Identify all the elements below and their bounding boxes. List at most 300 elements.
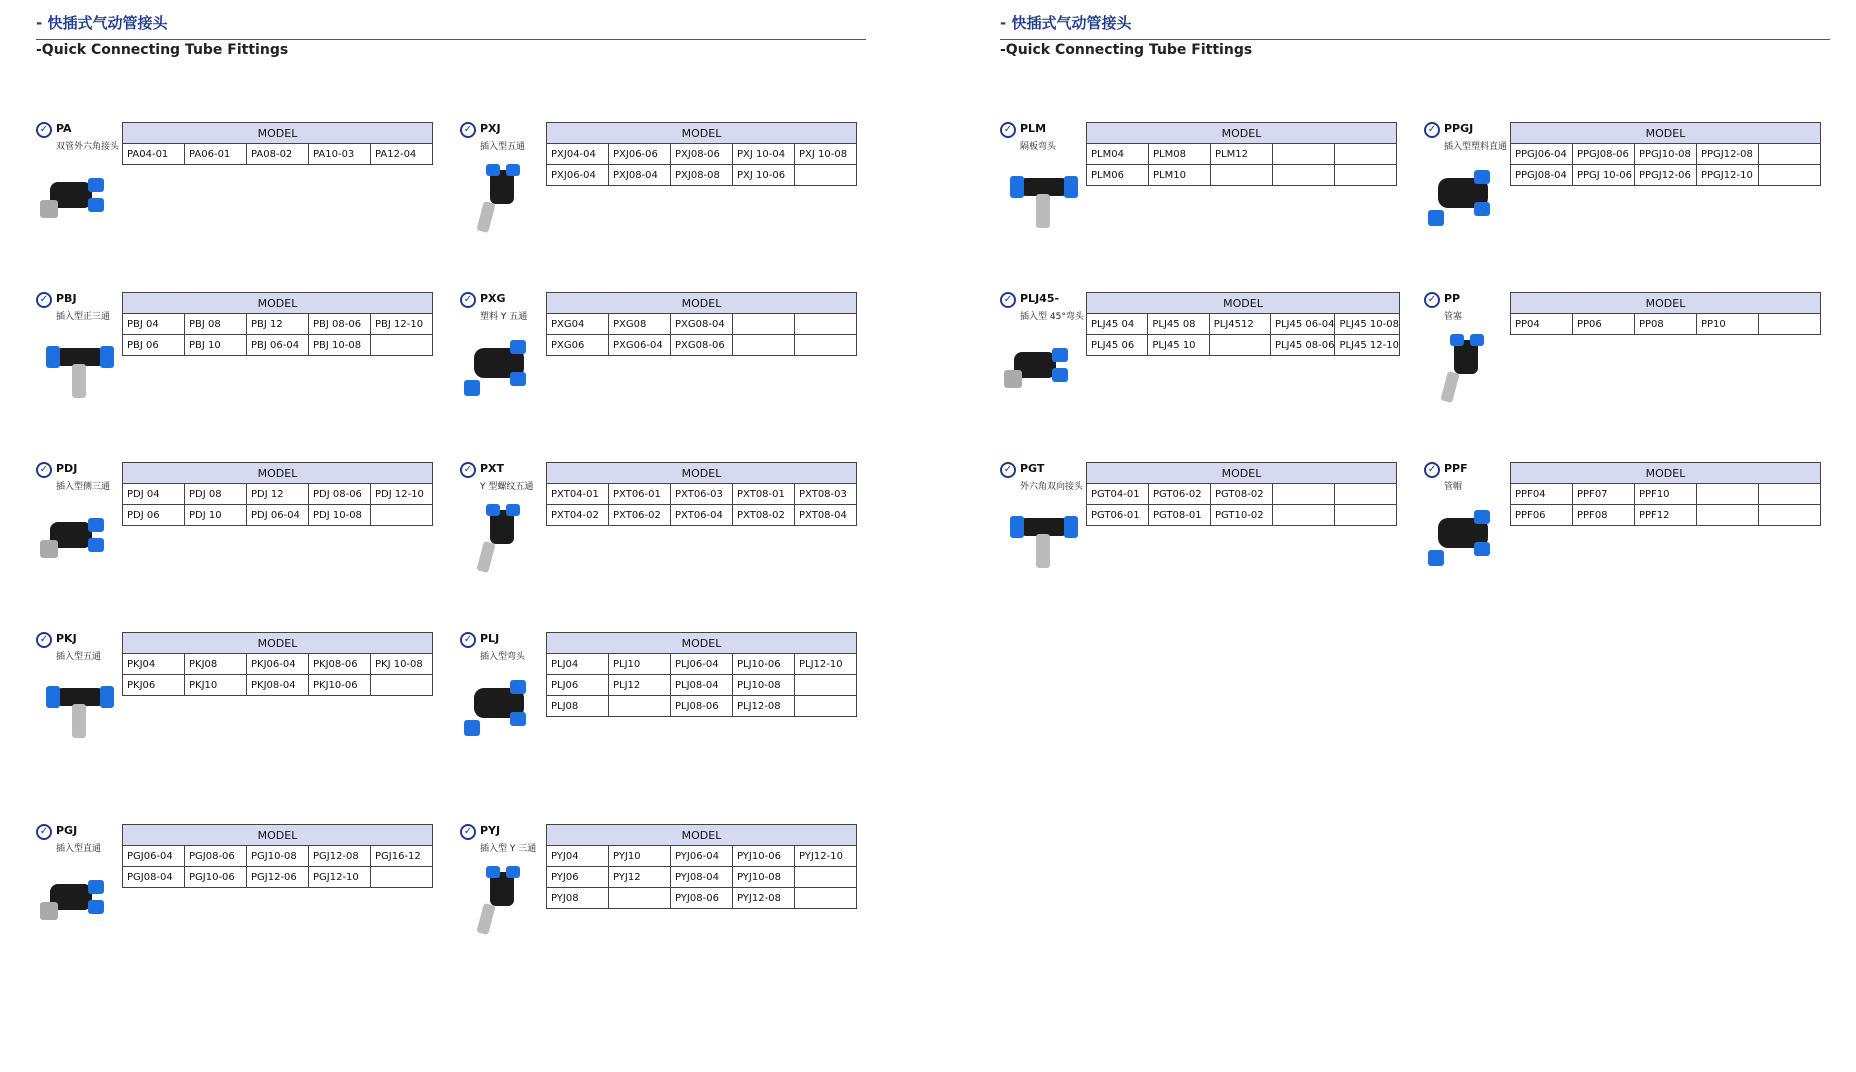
model-cell: PXT08-01 <box>733 484 795 505</box>
model-cell: PLJ06-04 <box>671 654 733 675</box>
model-header: MODEL <box>1087 293 1400 314</box>
model-cell: PKJ10-06 <box>309 675 371 696</box>
model-cell <box>795 675 857 696</box>
model-cell: PBJ 10 <box>185 335 247 356</box>
model-header: MODEL <box>1087 123 1397 144</box>
table-row <box>547 165 857 186</box>
table-row <box>1511 165 1821 186</box>
check-circle-icon: ✓ <box>36 292 52 308</box>
model-cell <box>1759 314 1821 335</box>
model-header: MODEL <box>1511 463 1821 484</box>
model-cell <box>795 165 857 186</box>
model-cell: PXJ 10-04 <box>733 144 795 165</box>
model-table <box>1510 292 1821 335</box>
model-cell: PLJ45 08-06 <box>1270 335 1335 356</box>
model-cell: PBJ 12-10 <box>371 314 433 335</box>
product-name: 插入型直通 <box>56 844 102 854</box>
model-cell: PGT08-01 <box>1149 505 1211 526</box>
product-name: 外六角双向接头 <box>1020 482 1084 492</box>
model-cell: PBJ 06-04 <box>247 335 309 356</box>
model-cell <box>609 888 671 909</box>
table-row <box>1511 484 1821 505</box>
model-cell <box>795 335 857 356</box>
model-cell: PLJ12-10 <box>795 654 857 675</box>
product-block-plj <box>460 632 860 772</box>
section-title: - 快插式气动管接头 <box>36 14 168 32</box>
table-row <box>123 144 433 165</box>
model-cell: PGJ12-08 <box>309 846 371 867</box>
model-header: MODEL <box>123 825 433 846</box>
model-cell: PDJ 12-10 <box>371 484 433 505</box>
model-header: MODEL <box>547 293 857 314</box>
model-cell: PLJ12-08 <box>733 696 795 717</box>
model-cell <box>795 314 857 335</box>
model-cell: PPGJ08-06 <box>1573 144 1635 165</box>
product-name: 插入型塑料直通 <box>1444 142 1508 152</box>
model-cell: PLJ45 06-04 <box>1270 314 1335 335</box>
table-row <box>1087 484 1397 505</box>
product-name: 插入型五通 <box>480 142 526 152</box>
model-cell: PLJ45 12-10 <box>1335 335 1400 356</box>
model-cell: PYJ04 <box>547 846 609 867</box>
model-cell: PLJ45 04 <box>1087 314 1148 335</box>
product-code: PXG <box>480 292 506 305</box>
model-cell: PXJ06-06 <box>609 144 671 165</box>
product-block-plj45 <box>1000 292 1400 432</box>
model-cell <box>1335 484 1397 505</box>
model-cell: PXT06-01 <box>609 484 671 505</box>
model-table <box>122 292 433 356</box>
model-cell: PXT06-03 <box>671 484 733 505</box>
table-row <box>123 675 433 696</box>
model-cell: PGJ12-10 <box>309 867 371 888</box>
table-row <box>1087 335 1400 356</box>
product-block-ppf <box>1424 462 1824 602</box>
model-table <box>546 824 857 909</box>
product-block-ppgj <box>1424 122 1824 262</box>
product-block-pbj <box>36 292 436 432</box>
model-cell: PLJ45 06 <box>1087 335 1148 356</box>
table-row <box>547 675 857 696</box>
model-table <box>122 632 433 696</box>
table-row <box>123 846 433 867</box>
model-cell <box>1273 484 1335 505</box>
model-cell: PLJ06 <box>547 675 609 696</box>
model-cell: PLM10 <box>1149 165 1211 186</box>
model-cell: PLJ04 <box>547 654 609 675</box>
fitting-image <box>460 500 540 580</box>
check-circle-icon: ✓ <box>460 824 476 840</box>
model-cell: PXT08-04 <box>795 505 857 526</box>
model-cell <box>1759 505 1821 526</box>
model-cell: PLM08 <box>1149 144 1211 165</box>
product-name: 插入型弯头 <box>480 652 526 662</box>
model-cell: PA10-03 <box>309 144 371 165</box>
model-header: MODEL <box>547 825 857 846</box>
product-block-pkj <box>36 632 436 772</box>
model-cell: PLM06 <box>1087 165 1149 186</box>
table-row <box>547 484 857 505</box>
model-cell: PBJ 08-06 <box>309 314 371 335</box>
model-cell <box>609 696 671 717</box>
table-row <box>547 314 857 335</box>
table-row <box>547 846 857 867</box>
check-circle-icon: ✓ <box>1424 462 1440 478</box>
product-code: PPGJ <box>1444 122 1474 135</box>
check-circle-icon: ✓ <box>36 462 52 478</box>
model-cell <box>371 867 433 888</box>
model-table <box>546 292 857 356</box>
model-cell: PLM04 <box>1087 144 1149 165</box>
model-cell: PA06-01 <box>185 144 247 165</box>
product-code: PLJ <box>480 632 500 645</box>
fitting-image <box>1424 160 1504 240</box>
product-code: PXJ <box>480 122 501 135</box>
model-header: MODEL <box>1511 293 1821 314</box>
check-circle-icon: ✓ <box>36 122 52 138</box>
model-cell: PKJ06 <box>123 675 185 696</box>
product-name: 插入型侧三通 <box>56 482 111 492</box>
model-header: MODEL <box>123 293 433 314</box>
model-header: MODEL <box>1511 123 1821 144</box>
product-block-pdj <box>36 462 436 602</box>
check-circle-icon: ✓ <box>1424 292 1440 308</box>
model-cell: PYJ12-08 <box>733 888 795 909</box>
model-cell: PYJ10 <box>609 846 671 867</box>
model-cell <box>1273 144 1335 165</box>
table-row <box>547 335 857 356</box>
model-cell: PXT04-02 <box>547 505 609 526</box>
model-cell: PKJ04 <box>123 654 185 675</box>
table-row <box>547 654 857 675</box>
model-cell <box>1335 505 1397 526</box>
check-circle-icon: ✓ <box>1000 462 1016 478</box>
model-cell: PPGJ12-10 <box>1697 165 1759 186</box>
product-code: PXT <box>480 462 505 475</box>
model-cell <box>1335 165 1397 186</box>
model-cell: PPF08 <box>1573 505 1635 526</box>
model-header: MODEL <box>547 123 857 144</box>
product-block-pa <box>36 122 436 262</box>
product-block-pxt <box>460 462 860 602</box>
product-name: 插入型五通 <box>56 652 102 662</box>
fitting-image <box>36 862 116 942</box>
model-cell: PGT04-01 <box>1087 484 1149 505</box>
model-cell: PXJ08-06 <box>671 144 733 165</box>
model-cell <box>1335 144 1397 165</box>
model-cell: PYJ12 <box>609 867 671 888</box>
product-code: PGT <box>1020 462 1045 475</box>
product-code: PLJ45- <box>1020 292 1060 305</box>
model-cell: PYJ08 <box>547 888 609 909</box>
header-divider <box>36 39 866 40</box>
fitting-image <box>1000 330 1080 410</box>
model-cell: PLJ12 <box>609 675 671 696</box>
fitting-image <box>460 862 540 942</box>
fitting-image <box>460 670 540 750</box>
product-name: 插入型 45°弯头 <box>1020 312 1084 322</box>
table-row <box>1087 165 1397 186</box>
section-subtitle: -Quick Connecting Tube Fittings <box>36 42 289 58</box>
header-divider <box>1000 39 1830 40</box>
model-cell: PGJ06-04 <box>123 846 185 867</box>
fitting-image <box>1424 330 1504 410</box>
model-table <box>1086 292 1400 356</box>
model-cell <box>1273 505 1335 526</box>
model-cell: PLJ08 <box>547 696 609 717</box>
model-cell: PPGJ10-08 <box>1635 144 1697 165</box>
product-block-pxg <box>460 292 860 432</box>
product-block-pp <box>1424 292 1824 432</box>
model-cell: PXG04 <box>547 314 609 335</box>
model-table <box>546 632 857 717</box>
check-circle-icon: ✓ <box>36 824 52 840</box>
product-code: PKJ <box>56 632 77 645</box>
model-header: MODEL <box>123 123 433 144</box>
product-code: PDJ <box>56 462 78 475</box>
check-circle-icon: ✓ <box>36 632 52 648</box>
model-cell: PLJ10 <box>609 654 671 675</box>
table-row <box>123 654 433 675</box>
model-cell: PGT06-01 <box>1087 505 1149 526</box>
fitting-image <box>36 670 116 750</box>
model-cell: PXG06 <box>547 335 609 356</box>
model-cell: PBJ 12 <box>247 314 309 335</box>
product-name: Y 型螺纹五通 <box>480 482 534 492</box>
check-circle-icon: ✓ <box>1000 292 1016 308</box>
product-name: 管塞 <box>1444 312 1463 322</box>
fitting-image <box>460 330 540 410</box>
model-cell <box>1759 484 1821 505</box>
model-cell: PGJ08-04 <box>123 867 185 888</box>
model-cell: PGJ10-08 <box>247 846 309 867</box>
model-cell: PDJ 10-08 <box>309 505 371 526</box>
product-block-pxj <box>460 122 860 262</box>
model-table <box>546 122 857 186</box>
model-cell <box>371 505 433 526</box>
model-cell: PXJ08-08 <box>671 165 733 186</box>
fitting-image <box>36 330 116 410</box>
model-cell: PP10 <box>1697 314 1759 335</box>
model-cell: PDJ 10 <box>185 505 247 526</box>
model-table <box>1086 122 1397 186</box>
model-cell: PBJ 04 <box>123 314 185 335</box>
model-cell: PLJ08-06 <box>671 696 733 717</box>
fitting-image <box>1424 500 1504 580</box>
table-row <box>1087 505 1397 526</box>
model-cell <box>1697 505 1759 526</box>
check-circle-icon: ✓ <box>460 122 476 138</box>
model-cell: PXJ04-04 <box>547 144 609 165</box>
model-header: MODEL <box>1087 463 1397 484</box>
product-name: 双管外六角接头 <box>56 142 120 152</box>
model-cell: PPF12 <box>1635 505 1697 526</box>
model-cell: PLJ10-06 <box>733 654 795 675</box>
table-row <box>1511 314 1821 335</box>
model-cell: PKJ08-04 <box>247 675 309 696</box>
model-cell: PXG06-04 <box>609 335 671 356</box>
model-cell <box>1209 335 1270 356</box>
model-cell: PYJ10-08 <box>733 867 795 888</box>
model-cell: PXG08-04 <box>671 314 733 335</box>
model-cell: PXT06-02 <box>609 505 671 526</box>
model-cell <box>795 696 857 717</box>
product-name: 隔板弯头 <box>1020 142 1057 152</box>
product-code: PBJ <box>56 292 77 305</box>
model-cell: PA08-02 <box>247 144 309 165</box>
model-cell: PPF07 <box>1573 484 1635 505</box>
product-code: PP <box>1444 292 1461 305</box>
model-cell: PLM12 <box>1211 144 1273 165</box>
model-cell: PPF10 <box>1635 484 1697 505</box>
table-row <box>1087 314 1400 335</box>
model-table <box>122 462 433 526</box>
model-cell: PXG08-06 <box>671 335 733 356</box>
table-row <box>547 867 857 888</box>
model-cell: PXJ06-04 <box>547 165 609 186</box>
table-row <box>123 335 433 356</box>
model-cell: PBJ 10-08 <box>309 335 371 356</box>
product-block-pgj <box>36 824 436 964</box>
model-cell: PXJ08-04 <box>609 165 671 186</box>
product-block-pyj <box>460 824 860 964</box>
product-name: 管帽 <box>1444 482 1463 492</box>
model-cell: PYJ08-04 <box>671 867 733 888</box>
product-block-pgt <box>1000 462 1400 602</box>
model-cell: PDJ 06-04 <box>247 505 309 526</box>
model-cell <box>371 675 433 696</box>
model-cell <box>1697 484 1759 505</box>
table-row <box>547 505 857 526</box>
model-cell: PLJ08-04 <box>671 675 733 696</box>
model-cell: PDJ 04 <box>123 484 185 505</box>
model-cell: PP08 <box>1635 314 1697 335</box>
model-cell: PXT08-02 <box>733 505 795 526</box>
model-cell: PYJ08-06 <box>671 888 733 909</box>
fitting-image <box>1000 160 1080 240</box>
model-cell <box>371 335 433 356</box>
model-cell <box>1759 144 1821 165</box>
product-code: PGJ <box>56 824 78 837</box>
model-table <box>122 122 433 165</box>
model-cell: PYJ12-10 <box>795 846 857 867</box>
table-row <box>123 867 433 888</box>
table-row <box>123 505 433 526</box>
model-cell <box>733 335 795 356</box>
fitting-image <box>36 160 116 240</box>
model-header: MODEL <box>547 633 857 654</box>
model-cell <box>1211 165 1273 186</box>
model-header: MODEL <box>123 633 433 654</box>
model-cell <box>1273 165 1335 186</box>
section-subtitle: -Quick Connecting Tube Fittings <box>1000 42 1253 58</box>
model-cell: PP06 <box>1573 314 1635 335</box>
model-table <box>546 462 857 526</box>
model-cell: PPGJ06-04 <box>1511 144 1573 165</box>
model-cell: PP04 <box>1511 314 1573 335</box>
table-row <box>123 314 433 335</box>
model-header: MODEL <box>547 463 857 484</box>
product-code: PYJ <box>480 824 501 837</box>
fitting-image <box>36 500 116 580</box>
model-cell: PGT10-02 <box>1211 505 1273 526</box>
product-name: 塑料 Y 五通 <box>480 312 528 322</box>
model-table <box>122 824 433 888</box>
model-cell: PGJ12-06 <box>247 867 309 888</box>
model-cell: PYJ10-06 <box>733 846 795 867</box>
model-table <box>1086 462 1397 526</box>
model-cell: PGJ10-06 <box>185 867 247 888</box>
table-row <box>123 484 433 505</box>
model-header: MODEL <box>123 463 433 484</box>
fitting-image <box>460 160 540 240</box>
model-table <box>1510 462 1821 526</box>
table-row <box>547 144 857 165</box>
model-cell: PPGJ12-06 <box>1635 165 1697 186</box>
model-cell: PDJ 06 <box>123 505 185 526</box>
model-cell: PKJ 10-08 <box>371 654 433 675</box>
model-cell <box>795 888 857 909</box>
model-cell: PA04-01 <box>123 144 185 165</box>
model-cell: PYJ06 <box>547 867 609 888</box>
model-cell: PKJ06-04 <box>247 654 309 675</box>
model-cell: PGJ08-06 <box>185 846 247 867</box>
check-circle-icon: ✓ <box>460 462 476 478</box>
model-cell: PPGJ 10-06 <box>1573 165 1635 186</box>
check-circle-icon: ✓ <box>1424 122 1440 138</box>
model-cell: PPGJ12-08 <box>1697 144 1759 165</box>
model-cell: PKJ10 <box>185 675 247 696</box>
model-cell: PGT06-02 <box>1149 484 1211 505</box>
model-cell: PGT08-02 <box>1211 484 1273 505</box>
table-row <box>1511 144 1821 165</box>
table-row <box>1087 144 1397 165</box>
model-cell: PXT08-03 <box>795 484 857 505</box>
model-cell: PPGJ08-04 <box>1511 165 1573 186</box>
model-table <box>1510 122 1821 186</box>
model-cell <box>733 314 795 335</box>
model-cell: PLJ45 10-08 <box>1335 314 1400 335</box>
model-cell: PLJ45 10 <box>1148 335 1209 356</box>
table-row <box>547 888 857 909</box>
model-cell: PDJ 12 <box>247 484 309 505</box>
product-block-plm <box>1000 122 1400 262</box>
model-cell: PA12-04 <box>371 144 433 165</box>
product-code: PLM <box>1020 122 1047 135</box>
model-cell: PXJ 10-06 <box>733 165 795 186</box>
model-cell: PPF06 <box>1511 505 1573 526</box>
product-name: 插入型正三通 <box>56 312 111 322</box>
check-circle-icon: ✓ <box>460 292 476 308</box>
table-row <box>547 696 857 717</box>
product-code: PPF <box>1444 462 1468 475</box>
model-cell <box>795 867 857 888</box>
model-cell: PXG08 <box>609 314 671 335</box>
fitting-image <box>1000 500 1080 580</box>
model-cell: PKJ08-06 <box>309 654 371 675</box>
model-cell: PDJ 08-06 <box>309 484 371 505</box>
model-cell: PLJ10-08 <box>733 675 795 696</box>
model-cell: PGJ16-12 <box>371 846 433 867</box>
model-cell: PLJ45 08 <box>1148 314 1209 335</box>
model-cell: PXT04-01 <box>547 484 609 505</box>
model-cell: PLJ4512 <box>1209 314 1270 335</box>
model-cell: PBJ 08 <box>185 314 247 335</box>
product-name: 插入型 Y 三通 <box>480 844 537 854</box>
model-cell <box>1759 165 1821 186</box>
table-row <box>1511 505 1821 526</box>
model-cell: PBJ 06 <box>123 335 185 356</box>
